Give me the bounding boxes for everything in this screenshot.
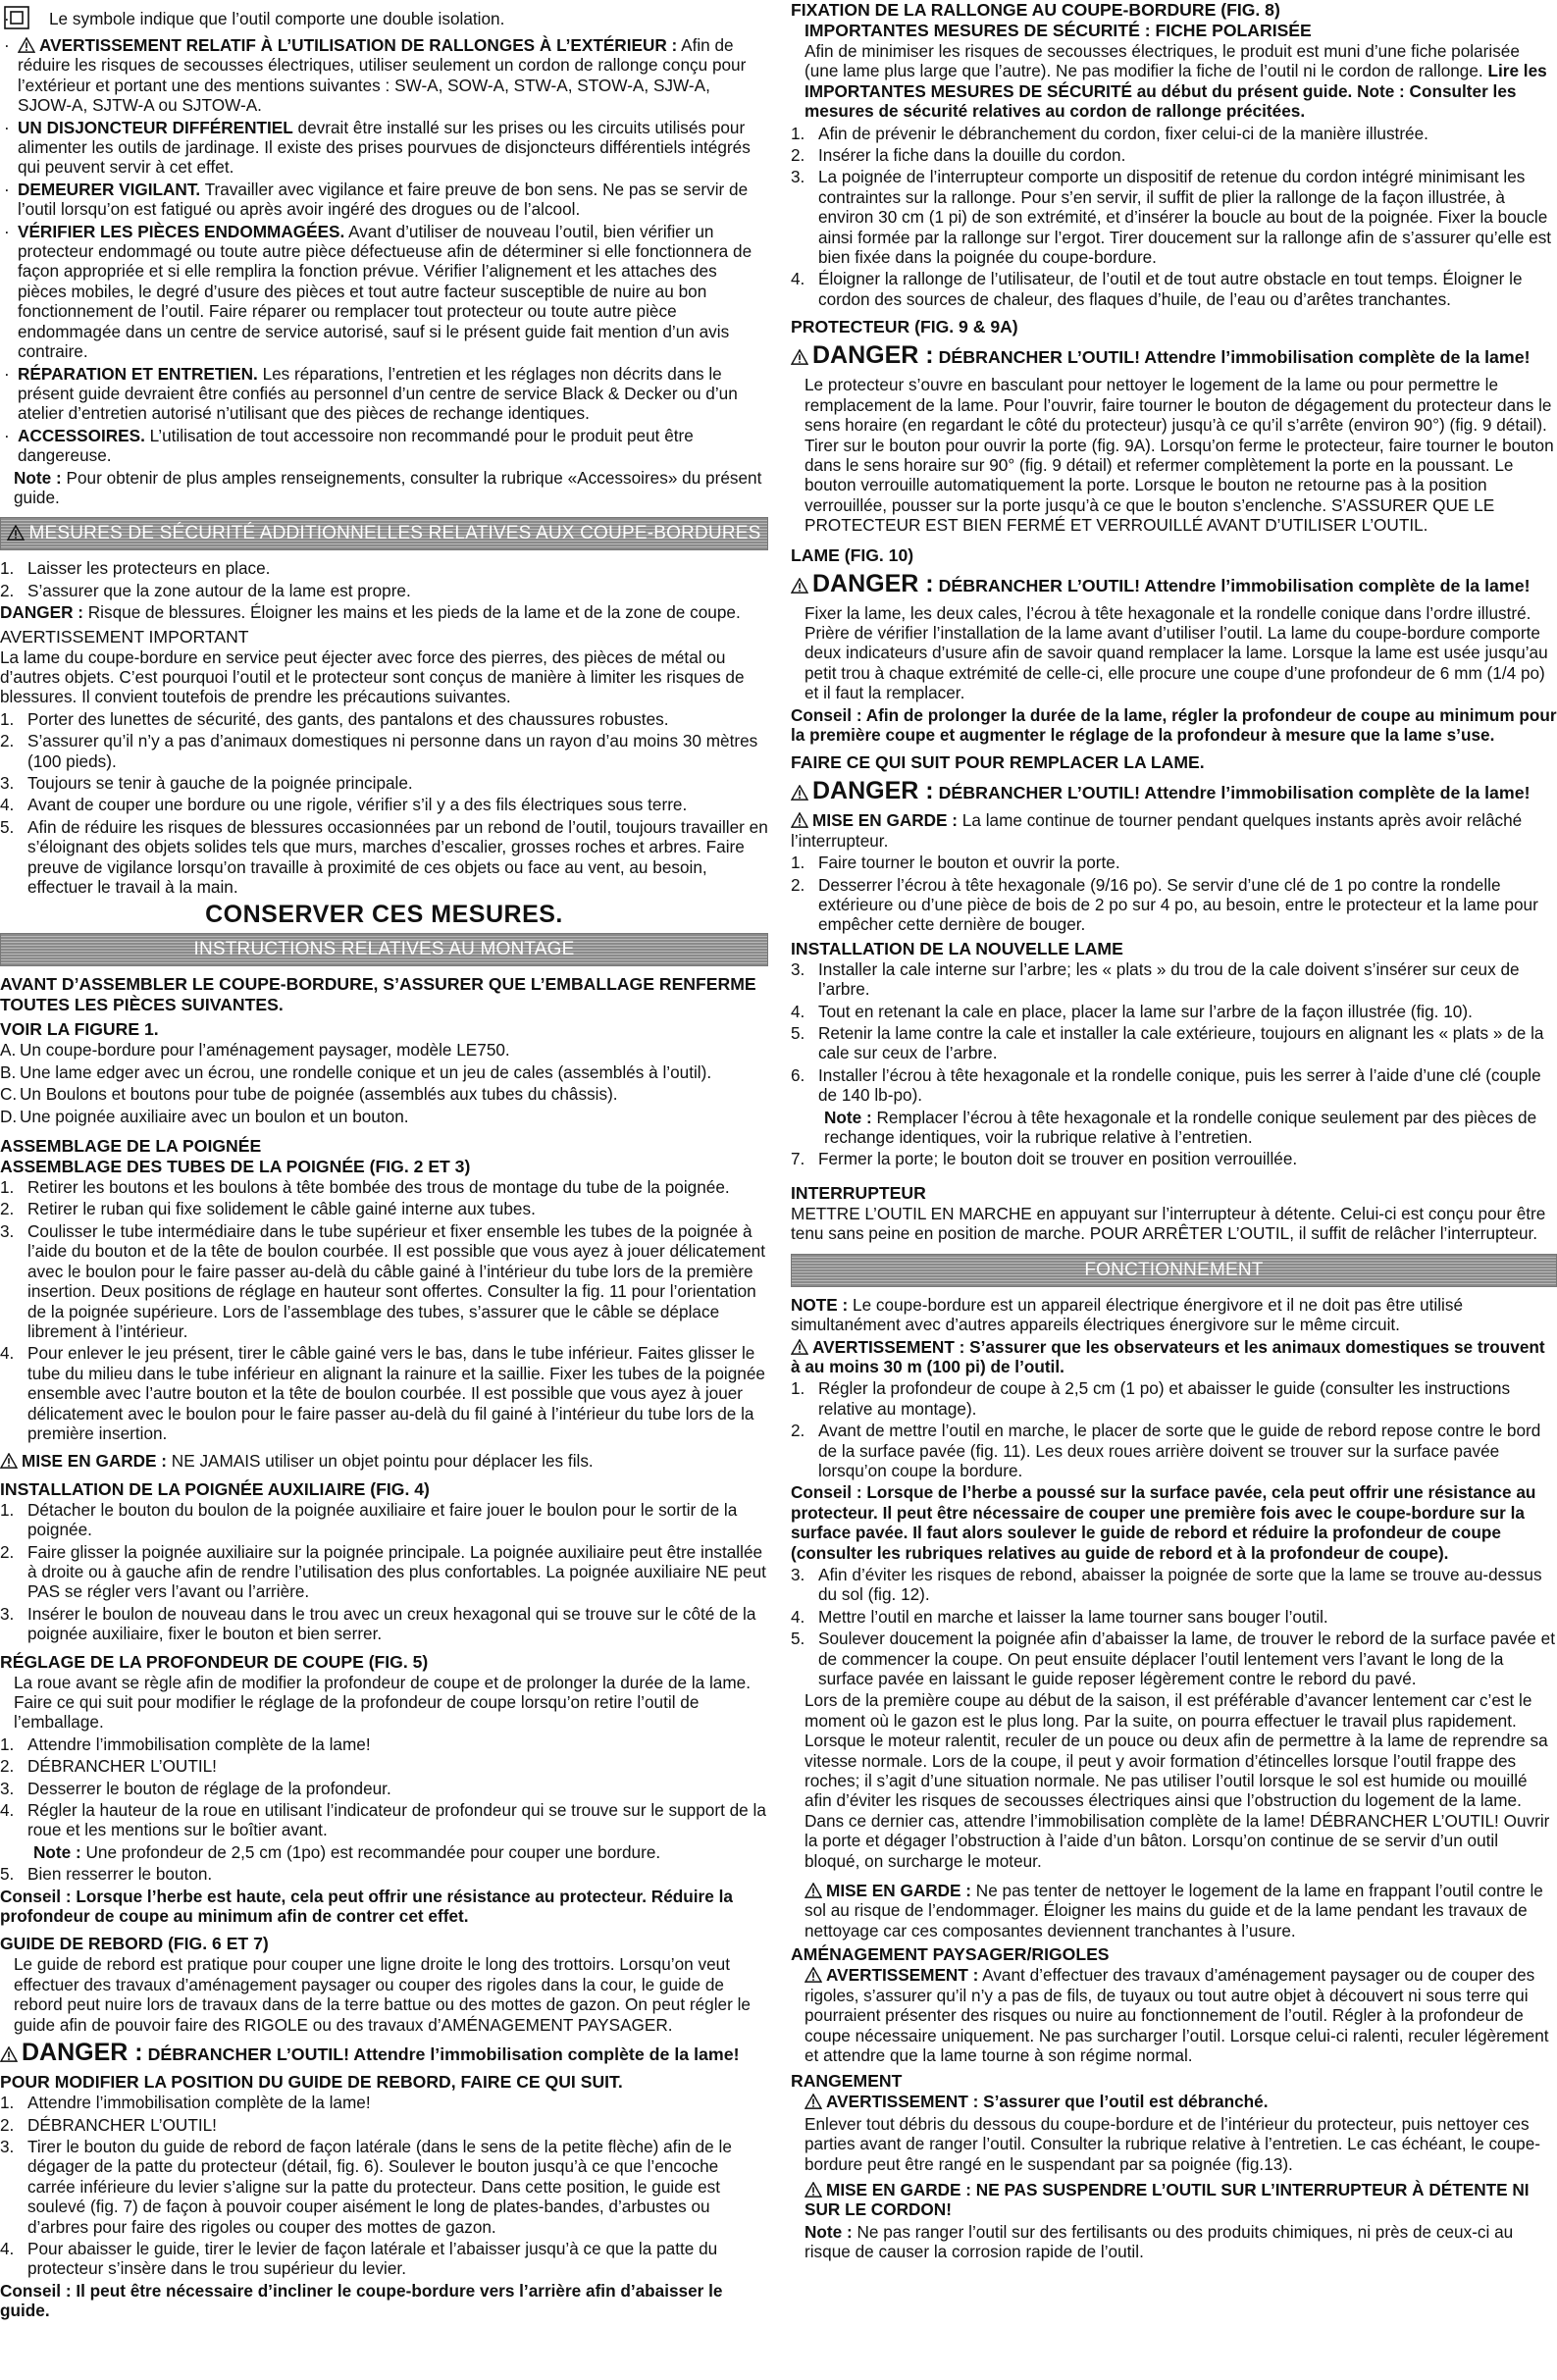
land-title: AMÉNAGEMENT PAYSAGER/RIGOLES [791,1944,1110,1965]
list-item: 3. Desserrer le bouton de réglage de la profondeur. [0,1778,391,1798]
op-list [791,1378,1557,1480]
assembly-banner: INSTRUCTIONS RELATIVES AU MONTAGE [0,933,768,966]
guard-title: PROTECTEUR (FIG. 9 & 9A) [791,317,1018,337]
list-item: 3. Installer la cale interne sur l’arbre; les « plats » du trou de la cale doivent s’insérer sur ceux de l’arbre. [791,958,1520,1000]
list-item: 4. Mettre l’outil en marche et laisser la lame tourner sans bouger l’outil. [791,1606,1328,1627]
warning-triangle-icon [0,1453,18,1469]
before-title: AVANT D’ASSEMBLER LE COUPE-BORDURE, S’ASSURER QUE L’EMBALLAGE RENFERME TOUTES LES PIÈCES SUIVANTES. [0,974,756,1015]
list-item: 1. Faire tourner le bouton et ouvrir la porte. [791,853,1120,873]
op-note: NOTE : Le coupe-bordure est un appareil électrique énergivore et il ne doit pas être utilisé simultanément avec d’autres appareils électriques énergivore sur le même circuit. [791,1294,1464,1335]
note-label: Note : [14,467,62,488]
warning-triangle-icon [804,2182,822,2198]
warning-triangle-icon [18,37,35,53]
replace-title: FAIRE CE QUI SUIT POUR REMPLACER LA LAME. [791,752,1205,773]
blade-title: LAME (FIG. 10) [791,544,914,565]
warning-triangle-icon [804,1883,822,1898]
ext-cord-warning: · AVERTISSEMENT RELATIF À L’UTILISATION DE RALLONGES À L’EXTÉRIEUR : Afin de réduire les risques de secousses électriques, utiliser seulement un cordon de rallonge conçu pour l’extérieur et portant une des mentions suivantes : SW-A, SOW-A, STW-A, STOW-A, SJW-A, SJOW-A, SJTW-A ou SJTOW-A. [4,35,747,116]
list-item: A. Un coupe-bordure pour l’aménagement paysager, modèle LE750. [0,1040,510,1061]
ext-cord-text: Afin de réduire les risques de secousses électriques, utiliser seulement un cordon de rallonge conçu pour l’extérieur et portant une des mentions suivantes : SW-A, SOW-A, STW-A, STOW-A, SJW-A, SJOW-A, SJTW-A ou SJTOW-A. [18,35,747,116]
alert-item: · DEMEURER VIGILANT. Travailler avec vigilance et faire preuve de bon sens. Ne pas se servir de l’outil lorsqu’on est fatigué ou après avoir ingéré des drogues ou de l’alcool. [4,179,749,220]
switch-title: INTERRUPTEUR [791,1182,926,1203]
depth-text: La roue avant se règle afin de modifier la profondeur de coupe et de prolonger la durée de la lame. Faire ce qui suit pour modifier le réglage de la profondeur de coupe lorsqu’on retire l’outil de l’emballage. [14,1672,752,1733]
list-item: 4. Éloigner la rallonge de l’utilisateur, de l’outil et de tout autre obstacle en tout temps. Éloigner le cordon des sources de chaleur, des flaques d’huile, de l’eau ou d’arêtes tranchantes. [791,269,1523,309]
install-note: Note : Remplacer l’écrou à tête hexagonale et la rondelle conique seulement par des pièces de rechange identiques, voir la rubrique relative à l’entretien. [824,1107,1537,1148]
danger-notice [0,602,768,622]
list-item: 4. Pour enlever le jeu présent, tirer le câble gainé vers le bas, dans le tube inférieur. Faites glisser le tube du milieu dans le tube inférieur en alignant la rainure et la saillie. Fixer les tubes de la poignée ensemble avec l’autre bouton et la tête de boulon courbée. Il est possible que vous ayez à jouer délicatement avec le boulon pour le faire passer au-delà du fil gainé à l’intérieur du tube lors de la première insertion. [0,1343,765,1443]
caution-label: MISE EN GARDE : [22,1451,168,1472]
safety-banner [0,517,768,550]
check-text: Avant d’utiliser de nouveau l’outil, bien vérifier un protecteur endommagé ou toute autre pièce défectueuse afin de déterminer si elle fonctionnera de façon appropriée et si elle remplira la fonction prévue. Vérifier l’alignement et les attaches des pièces mobiles, le degré d’usure des pièces et tout autre facteur susceptible de nuire au bon fonctionnement de l’outil. Faire réparer ou remplacer tout protecteur ou toute autre pièce endommagée dans un centre de service autorisé, sauf si le présent guide fait mention d’un avis contraire. [18,221,753,362]
store-note: Note : Ne pas ranger l’outil sur des fertilisants ou des produits chimiques, ni près de ceux-ci au risque de causer la corrosion rapide de l’outil. [804,2221,1514,2262]
list-item: 1. Retirer les boutons et les boulons à tête bombée des trous de montage du tube de la poignée. [0,1177,730,1198]
modify-list [0,2093,768,2279]
polar-title: IMPORTANTES MESURES DE SÉCURITÉ : FICHE POLARISÉE [804,21,1312,40]
list-item: 3. La poignée de l’interrupteur comporte un dispositif de retenue du cordon intégré minimisant les contraintes sur la rallonge. Pour s’en servir, il suffit de plier la rallonge de la façon illustrée, à environ 30 cm (1 pi) de son extrémité, et d’insérer la boucle au bout de la poignée. Fixer la boucle ainsi formée par la rallonge sur l’ergot. Tirer doucement sur la rallonge afin de s’assurer qu’elle est bien fixée dans la poignée du coupe-bordure. [791,167,1552,268]
important-title: AVERTISSEMENT IMPORTANT [0,626,249,647]
repair-text: Les réparations, l’entretien et les réglages non décrits dans le présent guide devraient être confiés au personnel d’un centre de service Black & Decker ou d’un atelier d’entretien autorisé n’utilisant que des pièces de rechange identiques. [18,363,738,424]
caution-notice [0,1451,768,1471]
list-item: 2. S’assurer que la zone autour de la lame est propre. [0,580,411,600]
fix-list [791,124,1557,310]
list-item: 3. Insérer le boulon de nouveau dans le trou avec un creux hexagonal qui se trouve sur le côté de la poignée auxiliaire, fixer le bouton et bien serrer. [0,1603,756,1644]
warning-triangle-icon [0,2046,18,2062]
op-warning: AVERTISSEMENT : S’assurer que les observateurs et les animaux domestiques se trouvent à au moins 30 m (100 pi) de l’outil. [791,1336,1545,1376]
warning-triangle-icon [791,812,808,828]
safety-banner-text: MESURES DE SÉCURITÉ ADDITIONNELLES RELATIVES AUX COUPE-BORDURES [28,523,761,544]
operation-banner: FONCTIONNEMENT [791,1254,1557,1287]
danger-unplug-left: DANGER : DÉBRANCHER L’OUTIL! Attendre l’immobilisation complète de la lame! [0,2041,768,2066]
list-item: 2. Insérer la fiche dans la douille du cordon. [791,145,1126,166]
install-title: INSTALLATION DE LA NOUVELLE LAME [791,938,1123,958]
depth-tip: Conseil : Lorsque l’herbe est haute, cela peut offrir une résistance au protecteur. Réduire la profondeur de coupe au minimum afin de contrer cet effet. [0,1886,733,1927]
depth-list [0,1734,768,1840]
list-item: 1. Attendre l’immobilisation complète de la lame! [0,1733,371,1754]
ext-cord-title: AVERTISSEMENT RELATIF À L’UTILISATION DE RALLONGES À L’EXTÉRIEUR : [39,35,678,55]
store-caution: MISE EN GARDE : NE PAS SUSPENDRE L’OUTIL SUR L’INTERRUPTEUR À DÉTENTE NI SUR LE CORDON! [804,2179,1530,2220]
fig1-ref: VOIR LA FIGURE 1. [0,1019,159,1040]
double-insulation-icon [18,6,43,29]
polar-text: Afin de minimiser les risques de secousses électriques, le produit est muni d’une fiche polarisée (une lame plus large que l’autre). Ne pas modifier la fiche de l’outil ni le cordon de rallonge. Lire les IMPORTANTES MESURES DE SÉCURITÉ au début du présent guide. Note : Consulter les mesures de sécurité relatives au cordon de rallonge précitées. [804,41,1547,122]
list-item: 2. S’assurer qu’il n’y a pas d’animaux domestiques ni personne dans un rayon d’au moins 30 mètres (100 pieds). [0,731,758,771]
list-item: C. Un Boulons et boutons pour tube de poignée (assemblés aux tubes du châssis). [0,1084,618,1105]
list-item: 1. Régler la profondeur de coupe à 2,5 cm (1 po) et abaisser le guide (consulter les instructions relative au montage). [791,1378,1511,1419]
gfci-item: · UN DISJONCTEUR DIFFÉRENTIEL devrait être installé sur les prises ou les circuits utilisés pour alimenter les outils de jardinage. Il existe des prises pourvues de disjoncteurs différentiels intégrés qui peuvent servir à cet effet. [4,117,751,178]
list-item: 3. Afin d’éviter les risques de rebond, abaisser la poignée de sorte que la lame se trouve au-dessus du sol (fig. 12). [791,1564,1542,1605]
blade-tip: Conseil : Afin de prolonger la durée de la lame, régler la profondeur de coupe au minimum pour la première coupe et augmenter le réglage de la profondeur à mesure que la lame s’use. [791,704,1557,745]
op-tip: Conseil : Lorsque de l’herbe a poussé sur la surface pavée, cela peut offrir une résistance au protecteur. Il peut être nécessaire de couper une première fois avec le coupe-bordure sur la surface pavée. Il faut alors soulever le guide de rebord et réduire la profondeur de coupe (consulter les rubriques relatives au guide de rebord et à la profondeur de coupe). [791,1482,1536,1563]
safety-list [0,558,768,600]
aux-list [0,1500,768,1644]
store-title: RANGEMENT [791,2071,903,2092]
op-text: Lors de la première coupe au début de la saison, il est préférable d’avancer lentement car c’est le moment où le gazon est le plus long. Par la suite, on pourra effectuer le travail plus rapidement. Lorsque le moteur ralentit, reculer de un pouce ou deux afin de permettre à la lame de reprendre sa vitesse normale. Lors de la coupe, il peut y avoir formation d’étincelles lorsque l’outil frappe des roches; il s’agit d’une situation normale. Ne pas utiliser l’outil lorsque le sol est humide ou mouillé afin d’éviter les risques de secousses électriques ainsi que l’obstruction du logement de la lame. Dans ce dernier cas, attendre l’immobilisation complète de la lame! DÉBRANCHER L’OUTIL! Ouvrir la porte et dégager l’obstruction à l’aide d’un bâton. Lorsqu’on continue de se servir d’un outil bloqué, on surcharge le moteur. [804,1690,1550,1871]
gfci-text: devrait être installé sur les prises ou les circuits utilisés pour alimenter les outils de jardinage. Il existe des prises pourvues de disjoncteurs différentiels intégrés qui peuvent servir à cet effet. [18,117,751,178]
list-item: B. Une lame edger avec un écrou, une rondelle conique et un jeu de cales (assemblés à l’outil). [0,1061,712,1082]
store-warning: AVERTISSEMENT : S’assurer que l’outil est débranché. [791,2092,1557,2111]
gfci-title: UN DISJONCTEUR DIFFÉRENTIEL [18,117,293,137]
list-item: 4. Régler la hauteur de la roue en utilisant l’indicateur de profondeur qui se trouve sur le support de la roue et les mentions sur le boîtier avant. [0,1800,766,1840]
check-title: VÉRIFIER LES PIÈCES ENDOMMAGÉES. [18,221,345,241]
list-item: 5. Soulever doucement la poignée afin d’abaisser la lame, de trouver le rebord de la surface pavée et de commencer la coupe. On peut ensuite déplacer l’outil lentement vers l’avant le long de la surface pavée en laissant le guide reposer légèrement contre le rebord du pavé. [791,1629,1555,1688]
danger-text: Risque de blessures. Éloigner les mains et les pieds de la lame et de la zone de coupe. [87,602,741,623]
list-item: 1. Attendre l’immobilisation complète de la lame! [0,2093,371,2113]
list-item: 2. DÉBRANCHER L’OUTIL! [0,1756,217,1777]
important-text: La lame du coupe-bordure en service peut éjecter avec force des pierres, des pièces de métal ou d’autres objets. C’est pourquoi l’outil et le protecteur sont conçus de manière à limiter les risques de blessures. Il convient toutefois de prendre les précautions suivantes. [0,647,745,707]
warning-triangle-icon [791,349,808,365]
warning-triangle-icon [791,1339,808,1355]
list-item: 6. Installer l’écrou à tête hexagonale et la rondelle conique, puis les serrer à l’aide d’une clé (couple de 140 lb-po). [791,1064,1541,1106]
alert-text: Travailler avec vigilance et faire preuve de bon sens. Ne pas se servir de l’outil lorsqu’on est fatigué ou après avoir ingéré des drogues ou de l’alcool. [18,179,749,220]
tubes-title: ASSEMBLAGE DES TUBES DE LA POIGNÉE (FIG. 2 ET 3) [0,1157,471,1177]
aux-title: INSTALLATION DE LA POIGNÉE AUXILIAIRE (FIG. 4) [0,1478,430,1499]
accessories-title: ACCESSOIRES. [18,425,145,445]
op-caution: MISE EN GARDE : Ne pas tenter de nettoyer le logement de la lame en frappant l’outil contre le sol au risque de l’endommager. Éloigner les mains du guide et de la lame pendant les travaux de nettoyage car ces composantes deviennent tranchantes à l’usure. [804,1881,1543,1940]
list-item: 2. DÉBRANCHER L’OUTIL! [0,2114,217,2135]
list-item: 5. Retenir la lame contre la cale et installer la cale extérieure, toujours en alignant les « plats » de la cale sur ceux de l’arbre. [791,1023,1544,1063]
list-item: 2. Avant de mettre l’outil en marche, le placer de sorte que le guide de rebord repose contre le bord de la surface pavée (fig. 11). Les deux roues arrière doivent se trouver sur la surface pavée lorsqu’on coupe la bordure. [791,1421,1541,1480]
install-list [791,959,1557,1106]
list-item: 3. Tirer le bouton du guide de rebord de façon latérale (dans le sens de la petite flèche) afin de le dégager de la patte du protecteur (détail, fig. 6). Soulever le bouton jusqu’à ce que l’encoche carrée inférieure du levier s’aligne sur la patte du protecteur. Dans cette position, le guide est soulevé (fig. 7) de façon à pouvoir couper aisément le long de plates-bandes, d’arbustes ou d’arbres pour faire des rigoles ou couper des mottes de gazon. [0,2136,732,2237]
list-item: 5. Bien resserrer le bouton. [0,1864,213,1885]
right-column [791,0,1557,2264]
list-item: 3. Coulisser le tube intermédiaire dans le tube supérieur et fixer ensemble les tubes de la poignée à l’aide du bouton et de la tête de boulon courbée. Il est possible que vous ayez à jouer délicatement avec le boulon pour le faire passer au-delà du câble gainé à l’intérieur du tube lors de la première insertion. Deux positions de réglage en hauteur sont offertes. Consulter la fig. 11 pour l’orientation de la poignée supérieure. Lors de l’assemblage des tubes, s’assurer que le câble se déplace librement à l’intérieur. [0,1220,765,1341]
alert-title: DEMEURER VIGILANT. [18,179,201,199]
list-item: 4. Tout en retenant la cale en place, placer la lame sur l’arbre de la façon illustrée (fig. 10). [791,1001,1473,1021]
list-item: 1. Laisser les protecteurs en place. [0,558,271,579]
danger-unplug-replace: DANGER : DÉBRANCHER L’OUTIL! Attendre l’immobilisation complète de la lame! [791,779,1557,804]
list-item: 4. Pour abaisser le guide, tirer le levier de façon latérale et l’abaisser jusqu’à ce que la patte du protecteur s’insère dans le trou supérieur du levier. [0,2238,718,2279]
caution-text: NE JAMAIS utiliser un objet pointu pour déplacer les fils. [171,1451,594,1472]
check-item: · VÉRIFIER LES PIÈCES ENDOMMAGÉES. Avant d’utiliser de nouveau l’outil, bien vérifier un protecteur endommagé ou toute autre pièce défectueuse afin de déterminer si elle fonctionnera de façon appropriée et si elle remplira la fonction prévue. Vérifier l’alignement et les attaches des pièces mobiles, le degré d’usure des pièces et tout autre facteur susceptible de nuire au bon fonctionnement de l’outil. Faire réparer ou remplacer tout protecteur ou toute autre pièce endommagée dans un centre de service autorisé, sauf si le présent guide fait mention d’un avis contraire. [4,221,753,362]
danger-label: DANGER : [0,602,83,623]
depth-list-end [0,1864,768,1884]
double-insulation-item: · Le symbole indique que l’outil comporte une double isolation. [4,6,768,29]
depth-note: Note : Une profondeur de 2,5 cm (1po) est recommandée pour couper une bordure. [33,1841,661,1862]
list-item: 3. Toujours se tenir à gauche de la poignée principale. [0,773,413,793]
list-item: 4. Avant de couper une bordure ou une rigole, vérifier s’il y a des fils électriques sous terre. [0,795,688,815]
accessories-item: · ACCESSOIRES. L’utilisation de tout accessoire non recommandé pour le produit peut être dangereuse. [4,425,694,466]
land-warning: AVERTISSEMENT : Avant d’effectuer des travaux d’aménagement paysager ou de couper des rigoles, s’assurer qu’il n’y a pas de fils, de tuyaux ou tout autre objet à découvert ni sous terre qui pourraient présenter des risques ou nuire au fonctionnement de l’outil. Régler à la profondeur de coupe nécessaire uniquement. Ne pas surcharger l’outil. Lorsque celui-ci ralenti, reculer légèrement et attendre que la lame tourne à son régime normal. [804,1965,1549,2065]
depth-title: RÉGLAGE DE LA PROFONDEUR DE COUPE (FIG. 5) [0,1651,429,1672]
save-title: CONSERVER CES MESURES. [205,901,563,929]
replace-list [791,853,1557,935]
accessories-text: L’utilisation de tout accessoire non recommandé pour le produit peut être dangereuse. [18,425,694,466]
repair-title: RÉPARATION ET ENTRETIEN. [18,363,258,384]
warning-triangle-icon [804,1967,822,1983]
list-item: 2. Desserrer l’écrou à tête hexagonale (9/16 po). Se servir d’une clé de 1 po contre la rondelle extérieure ou d’une pièce de bois de 2 po sur 4 po, au besoin, entre le protecteur et la lame pour empêcher cette dernière de bouger. [791,874,1538,935]
store-text: Enlever tout débris du dessous du coupe-bordure et de l’intérieur du protecteur, puis nettoyer ces parties avant de ranger l’outil. Consulter la rubrique relative à l’entretien. Le cas échéant, le coupe-bordure peut être rangé en le suspendant par sa poignée (fig.13). [804,2113,1540,2174]
guard-text: Le protecteur s’ouvre en basculant pour nettoyer le logement de la lame ou pour permettre le remplacement de la lame. Pour l’ouvrir, faire tourner le bouton de dégagement du protecteur dans le sens horaire (en regardant le côté du protecteur) jusqu’à ce qu’il s’arrête (environ 90°) (fig. 9 détail). Tirer sur le bouton pour ouvrir la porte (fig. 9A). Lorsqu’on ferme le protecteur, faire tourner le bouton dans le sens horaire sur 90° (fig. 9 détail) et refermer complètement la porte en la poussant. Le bouton verrouille automatiquement la porte. Lorsque le bouton ne retourne pas à la position verrouillée, pousser sur la porte jusqu’à ce que le bouton s’enclenche. S’ASSURER QUE LE PROTECTEUR EST BIEN FERMÉ ET VERROUILLÉ AVANT D’UTILISER L’OUTIL. [804,375,1554,536]
parts-list [0,1040,768,1126]
tubes-list [0,1177,768,1443]
warning-triangle-icon [7,525,25,541]
list-item: 2. Faire glisser la poignée auxiliaire sur la poignée principale. La poignée auxiliaire peut être installée à droite ou à gauche afin de rendre l’utilisation des plus confortables. La poignée auxiliaire NE peut PAS se régler vers l’avant ou l’arrière. [0,1541,766,1602]
switch-text: METTRE L’OUTIL EN MARCHE en appuyant sur l’interrupteur à détente. Celui-ci est conçu pour être tenu sans peine en position de marche. POUR ARRÊTER L’OUTIL, il suffit de relâcher l’interrupteur. [791,1203,1546,1244]
warning-triangle-icon [804,2094,822,2109]
double-insulation-text: Le symbole indique que l’outil comporte une double isolation. [49,9,505,28]
list-item: 2. Retirer le ruban qui fixe solidement le câble gainé interne aux tubes. [0,1199,536,1219]
handle-title: ASSEMBLAGE DE LA POIGNÉE [0,1136,262,1157]
modify-title: POUR MODIFIER LA POSITION DU GUIDE DE REBORD, FAIRE CE QUI SUIT. [0,2072,623,2093]
guide-title: GUIDE DE REBORD (FIG. 6 ET 7) [0,1934,269,1954]
install-list-end [791,1149,1557,1168]
accessories-note [0,468,768,508]
fix-title: FIXATION DE LA RALLONGE AU COUPE-BORDURE (FIG. 8) [791,0,1280,20]
danger-unplug-guard: DANGER : DÉBRANCHER L’OUTIL! Attendre l’immobilisation complète de la lame! [791,343,1557,369]
list-item: 7. Fermer la porte; le bouton doit se trouver en position verrouillée. [791,1149,1298,1169]
op-list-2 [791,1565,1557,1688]
list-item: D. Une poignée auxiliaire avec un boulon et un bouton. [0,1106,409,1126]
replace-caution: MISE EN GARDE : La lame continue de tourner pendant quelques instants après avoir relâché l’interrupteur. [791,810,1523,851]
important-list [0,709,768,898]
list-item: 5. Afin de réduire les risques de blessures occasionnées par un rebond de l’outil, toujours travailler en s’éloignant des objets solides tels que murs, marches d’escalier, grosses roches et arbres. Faire preuve de vigilance lorsqu’on travaille à proximité de ces objets ou face au vent, au besoin, effectuer le travail à la main. [0,816,768,898]
repair-item: · RÉPARATION ET ENTRETIEN. Les réparations, l’entretien et les réglages non décrits dans le présent guide devraient être confiés au personnel d’un centre de service Black & Decker ou d’un atelier d’entretien autorisé n’utilisant que des pièces de rechange identiques. [4,363,738,424]
guide-text: Le guide de rebord est pratique pour couper une ligne droite le long des trottoirs. Lorsqu’on veut effectuer des travaux d’aménagement paysager ou couper des rigoles dans la cour, le guide de rebord peut nuire lors de travaux dans de la terre battue ou des mottes de gazon. On peut régler le guide afin de pouvoir faire des RIGOLE ou des travaux d’AMÉNAGEMENT PAYSAGER. [14,1954,751,2035]
blade-text: Fixer la lame, les deux cales, l’écrou à tête hexagonale et la rondelle conique dans l’ordre illustré. Prière de vérifier l’installation de la lame avant d’utiliser l’outil. La lame du coupe-bordure comporte deux indicateurs d’usure afin de savoir quand remplacer la lame. Lorsque la lame est usée jusqu’au petit trou à chaque extrémité de celle-ci, elle procure une coupe d’une profondeur de 6 mm (1/4 po) et il faut la remplacer. [804,602,1548,703]
danger-unplug-blade: DANGER : DÉBRANCHER L’OUTIL! Attendre l’immobilisation complète de la lame! [791,572,1557,597]
list-item: 1. Afin de prévenir le débranchement du cordon, fixer celui-ci de la manière illustrée. [791,123,1428,143]
warning-triangle-icon [791,785,808,801]
modify-tip: Conseil : Il peut être nécessaire d’incliner le coupe-bordure vers l’arrière afin d’abaisser le guide. [0,2280,723,2321]
list-item: 1. Détacher le bouton du boulon de la poignée auxiliaire et faire jouer le boulon pour le sortir de la poignée. [0,1499,738,1540]
list-item: 1. Porter des lunettes de sécurité, des gants, des pantalons et des chaussures robustes. [0,708,669,729]
warning-triangle-icon [791,578,808,594]
left-column [0,0,768,2323]
note-text: Pour obtenir de plus amples renseignements, consulter la rubrique «Accessoires» du présent guide. [14,467,762,507]
